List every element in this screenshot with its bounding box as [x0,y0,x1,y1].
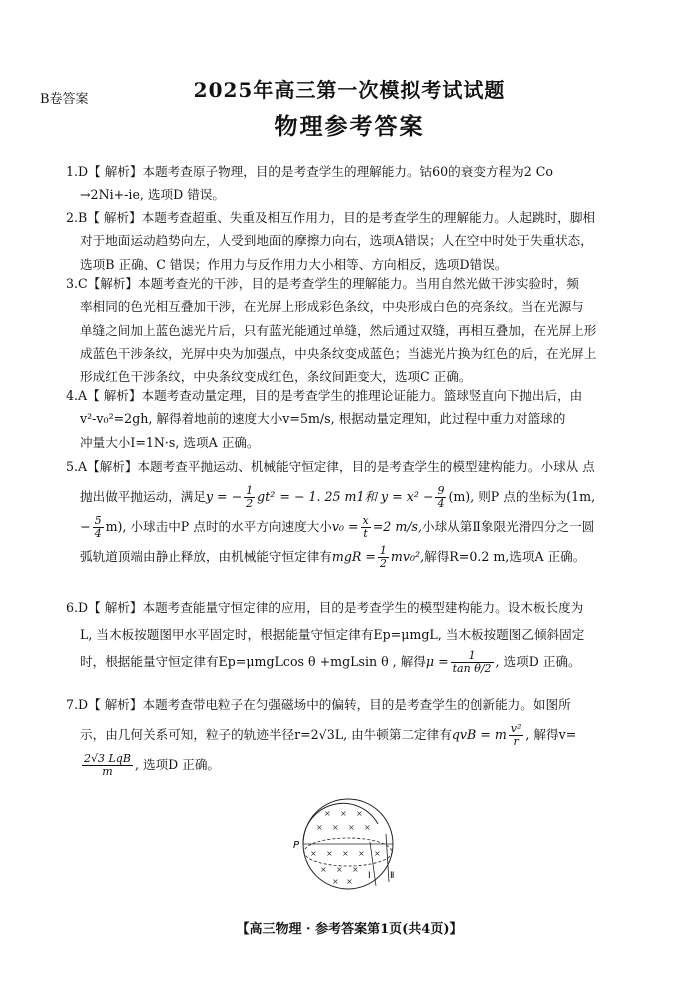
numerator: 1 [451,650,494,663]
field-cross: × [348,823,355,832]
field-cross: × [310,849,317,858]
exam-title: 2025年高三第一次模拟考试试题 [193,78,506,102]
denominator: tan θ/2 [452,662,492,675]
answer-6-line-2: L, 当木板按题图甲水平固定时，根据能量守恒定律有Ep=μmgL, 当木板按题图乙倾斜固定 [80,627,585,642]
denominator: 2 [246,497,254,510]
field-cross: × [332,823,339,832]
equation: v₀ = [331,519,359,534]
answer-2-line-2: 对于地面运动趋势向左，人受到地面的摩擦力向右，选项A错误；人在空中时处于失重状态， [80,233,593,249]
answer-key-label: B卷答案 [40,92,89,107]
answer-2-line-1: 2.B【 解析】本题考查超重、失重及相互作用力，目的是考查学生的理解能力。人起跳时，脚相 [66,210,596,225]
numerator: 5 [94,514,102,527]
fraction [361,515,371,540]
denominator: r [513,735,519,748]
answer-5-line-1: 5.A【解析】本题考查平抛运动、机械能守恒定律，目的是考查学生的模型建构能力。小球从 点 [66,459,595,474]
answer-7-line-1: 7.D【 解析】本题考查带电粒子在匀强磁场中的偏转，目的是考查学生的创新能力。如图所 [66,697,571,712]
answer-title: 物理参考答案 [274,113,425,140]
answer-3 [66,272,642,388]
field-cross: × [340,809,347,818]
field-cross: × [320,865,327,874]
numerator: 2√3 LqB [84,752,131,765]
fraction [93,515,104,540]
denominator: m [102,765,113,778]
answer-7-text: , 选项D 正确。 [134,757,221,772]
fraction [435,485,446,510]
region-ii-label: Ⅱ [390,871,395,881]
answer-2 [66,206,642,276]
equation: mgR = [331,549,376,564]
answer-3-line-2: 率相同的色光相互叠加干涉，在光屏上形成彩色条纹，中央形成白色的亮条纹。当在光源与 [80,299,584,315]
denominator: 4 [437,497,445,510]
fraction [378,545,389,570]
field-cross: × [356,809,363,818]
equation: =2 m/s, [372,519,422,534]
field-cross: × [352,865,359,874]
answer-1 [66,160,642,207]
equation: μ = [425,654,449,669]
fraction [244,485,255,510]
point-p-label: P [293,840,300,851]
field-cross: × [374,849,381,858]
numerator: 1 [379,544,387,557]
denominator: 2 [379,557,387,570]
answer-5-line-4 [66,542,642,572]
fraction [509,723,524,748]
answer-1-line-2: →2Ni+-ie, 选项D 错误。 [80,187,225,203]
answer-1-line-1: 1.D【 解析】本题考查原子物理，目的是考查学生的理解能力。钴60的衰变方程为2 Co [66,164,553,179]
answer-4-line-1: 4.A【 解析】本题考查动量定理，目的是考查学生的推理论证能力。篮球竖直向下抛出后，由 [66,388,583,403]
answer-5 [66,452,642,572]
equation: gt² = − 1. 25 m1和 y = x² − [257,489,434,504]
answer-7-line-3 [66,750,642,780]
field-cross: × [342,849,349,858]
fraction [82,753,133,778]
answer-3-line-1: 3.C【解析】本题考查光的干涉，目的是考查学生的理解能力。当用自然光做干涉实验时，频 [66,276,579,291]
boundary-line-2 [386,834,389,882]
answer-3-line-4: 成蓝色干涉条纹，光屏中央为加强点，中央条纹变成蓝色；当滤光片换为红色的后，在光屏上 [80,345,597,361]
answer-7-text: 示，由几何关系可知，粒子的轨迹半径r=2√3L, 由牛顿第二定律有 [80,727,452,742]
field-cross: × [324,809,331,818]
answer-2-line-3: 选项B 正确、C 错误；作用力与反作用力大小相等、方向相反，选项D错误。 [80,256,508,272]
answer-6-text: , 选项D 正确。 [495,654,581,669]
field-cross: × [326,849,333,858]
answer-3-line-3: 单缝之间加上蓝色滤光片后，只有蓝光能通过单缝，然后通过双缝，再相互叠加，在光屏上形 [80,322,597,338]
numerator: v² [510,722,522,735]
answer-5-text: 抛出做平抛运动，满足 [80,489,206,504]
equation: y = − [205,489,243,504]
denominator: t [363,527,368,540]
fraction [451,650,494,675]
answer-5-line-3 [66,512,642,542]
answer-5-text: 小球从第Ⅱ象限光滑四分之一圆 [421,519,595,534]
denominator: 4 [94,527,102,540]
numerator: 1 [246,484,254,497]
field-cross: × [316,823,323,832]
answer-5-text: 弧轨道顶端由静止释放，由机械能守恒定律有 [80,549,332,564]
answer-7-text: , 解得v= [525,727,577,742]
answer-5-line-2 [66,482,642,512]
field-cross: × [364,823,371,832]
answer-3-line-5: 形成红色干涉条纹，中央条纹变成红色，条纹间距变大，选项C 正确。 [80,369,472,385]
answer-4 [66,384,642,454]
answer-6-text: 时，根据能量守恒定律有Ep=μmgLcos θ +mgLsin θ , 解得 [80,654,426,669]
field-cross: × [358,849,365,858]
field-cross: × [332,877,339,886]
answer-7 [66,690,642,780]
answer-4-line-2: v²-v₀²=2gh, 解得着地前的速度大小v=5m/s, 根据动量定理知，此过程中重力对篮球的 [80,411,566,427]
answer-5-text: (m), 则P 点的坐标为(1m, [448,489,596,504]
answer-4-line-3: 冲量大小I=1N·s, 选项A 正确。 [80,434,260,450]
answer-6-line-3 [66,648,642,675]
answer-6 [66,594,642,675]
numerator: x [362,514,369,527]
page-footer: 【高三物理 · 参考答案第1页(共4页)】 [236,922,463,937]
answer-7-line-2 [66,720,642,750]
answer-5-text: m), 小球击中P 点时的水平方向速度大小 [105,519,332,534]
answer-6-line-1: 6.D【 解析】本题考查能量守恒定律的应用，目的是考查学生的模型建构能力。设木板长度为 [66,600,584,615]
equation: qvB = m [451,727,507,742]
field-cross: × [336,865,343,874]
answer-5-text: 解得R=0.2 m,选项A 正确。 [424,549,586,564]
magnetic-field-diagram [290,794,420,894]
numerator: 9 [437,484,445,497]
region-i-label: Ⅰ [368,871,371,881]
answer-5-text: − [80,519,91,534]
field-cross: × [346,877,353,886]
equation: mv₀², [390,549,425,564]
